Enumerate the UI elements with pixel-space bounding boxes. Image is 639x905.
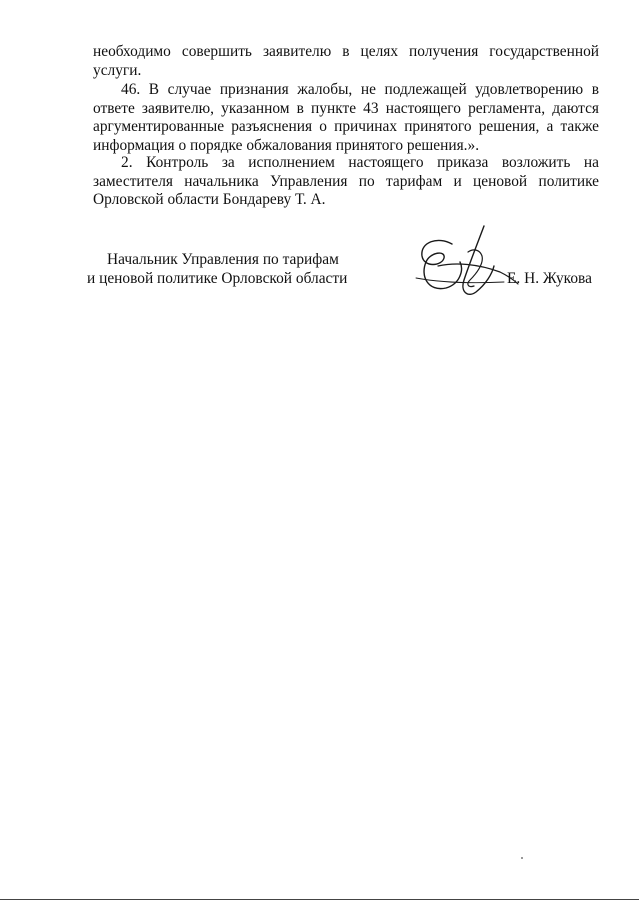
position-line-1: Начальник Управления по тарифам: [107, 251, 339, 268]
handwritten-signature: [408, 222, 528, 304]
position-line-2: и ценовой политике Орловской области: [87, 269, 348, 287]
paragraph-46: 46. В случае признания жалобы, не подлежащей удовлетворению в ответе заявителю, указанном в пункте 43 настоящего регламента, даются аргументированные разъяснения о причинах принятого решения, а также информация о порядке обжалования принятого решения.».: [93, 81, 599, 155]
signatory-position: [87, 251, 347, 288]
scan-speck: [521, 857, 523, 859]
signer-name: Е. Н. Жукова: [507, 270, 592, 287]
paragraph-continuation: необходимо совершить заявителю в целях получения государственной услуги.: [93, 43, 599, 79]
paragraph-2: 2. Контроль за исполнением настоящего приказа возложить на заместителя начальника Управления по тарифам и ценовой политике Орловской области Бондареву Т. А.: [93, 154, 599, 209]
page-bottom-edge: [0, 899, 639, 900]
